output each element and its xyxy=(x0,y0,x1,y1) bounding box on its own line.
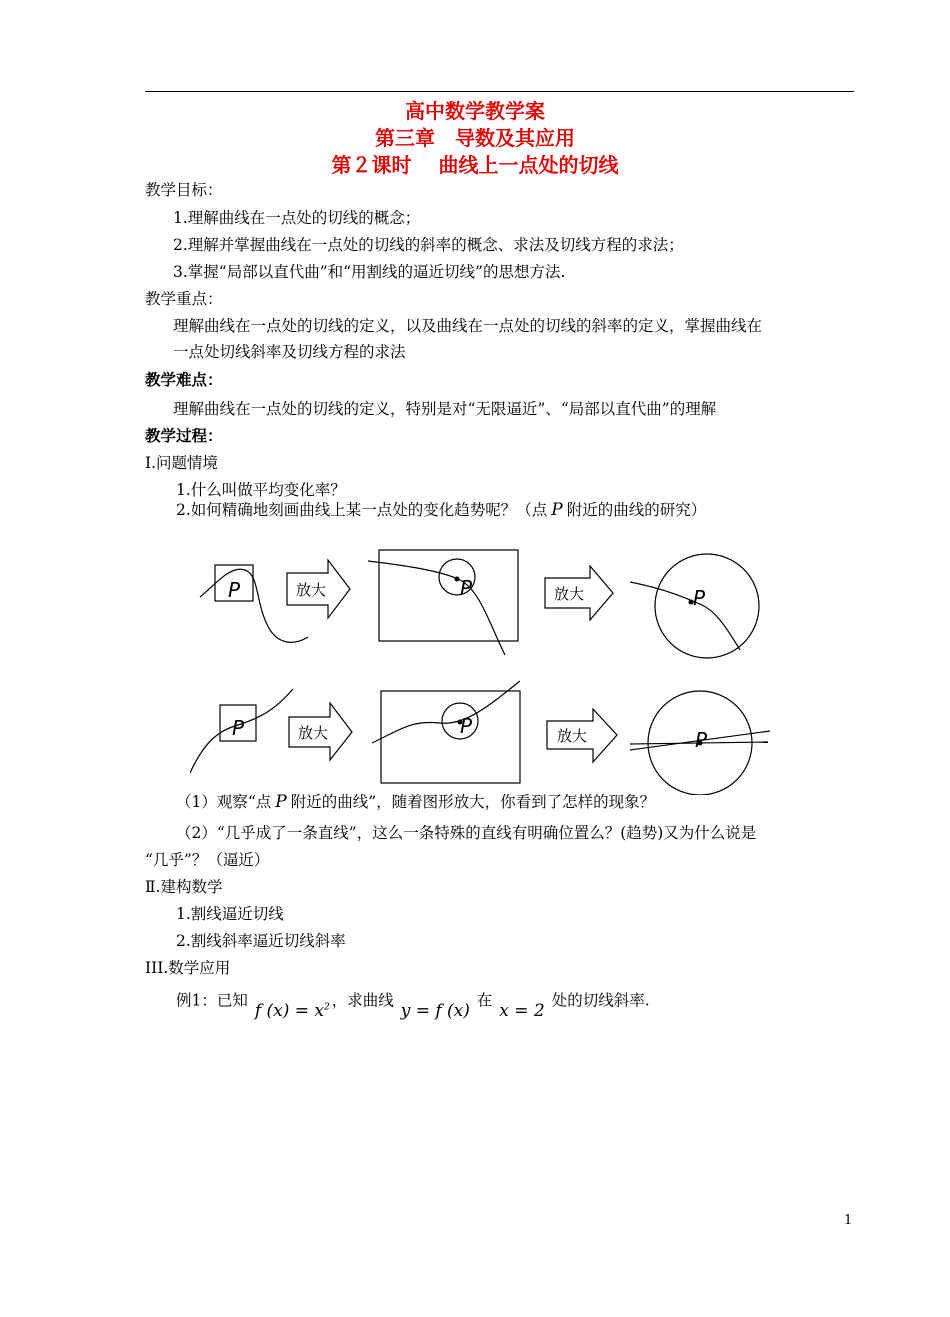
exponent: 2 xyxy=(324,1002,330,1012)
example-1 xyxy=(176,987,650,1021)
zoom-circle xyxy=(655,554,759,658)
example-text: 在 xyxy=(476,991,493,1010)
objectives-label: 教学目标： xyxy=(145,181,223,199)
point-dot xyxy=(455,577,460,582)
question-text: 附近的曲线的研究） xyxy=(566,501,707,519)
construct-item: 2.割线斜率逼近切线斜率 xyxy=(176,932,346,950)
objective-item: 1.理解曲线在一点处的切线的概念； xyxy=(173,209,421,227)
observation-text: 附近的曲线”，随着图形放大，你看到了怎样的现象？ xyxy=(290,793,656,811)
difficulties-label: 教学难点： xyxy=(145,370,223,389)
variable-p: P xyxy=(551,500,563,520)
enlarge-label: 放大 xyxy=(296,581,327,599)
example-text: 例1：已知 xyxy=(176,991,248,1010)
section-heading: Ⅰ.问题情境 xyxy=(145,454,219,472)
observation-text: （1）观察“点 xyxy=(176,793,272,811)
magnification-figure xyxy=(190,545,790,795)
enlarge-label: 放大 xyxy=(554,585,585,603)
point-label: P xyxy=(693,586,706,610)
enlarge-label: 放大 xyxy=(557,727,588,745)
point-label: P xyxy=(228,578,241,602)
point-label: P xyxy=(460,714,473,738)
key-points-text: 一点处切线斜率及切线方程的求法 xyxy=(173,343,406,361)
difficulties-text: 理解曲线在一点处的切线的定义，特别是对“无限逼近”、“局部以直代曲”的理解 xyxy=(173,400,717,418)
chapter-title: 第三章 导数及其应用 xyxy=(375,126,575,150)
section-heading: III.数学应用 xyxy=(145,959,231,977)
zoom-box xyxy=(379,550,518,641)
doc-title: 高中数学教学案 xyxy=(405,99,545,123)
page-number: 1 xyxy=(844,1213,853,1228)
lesson-title: 第２课时 曲线上一点处的切线 xyxy=(331,153,619,177)
variable-p: P xyxy=(275,792,287,812)
curve xyxy=(372,681,520,743)
example-text: ，求曲线 xyxy=(331,991,394,1010)
function-body: f (x) = x xyxy=(254,1000,324,1021)
key-points-text: 理解曲线在一点处的切线的定义，以及曲线在一点处的切线的斜率的定义，掌握曲线在 xyxy=(173,317,763,335)
observation-2-cont: “几乎”？（逼近） xyxy=(145,851,270,869)
function-expr xyxy=(255,1001,330,1021)
section-heading: Ⅱ.建构数学 xyxy=(145,878,223,896)
curve-expr: y = f (x) xyxy=(400,1000,470,1021)
header-rule xyxy=(145,91,854,92)
example-text: 处的切线斜率. xyxy=(551,991,650,1010)
construct-item: 1.割线逼近切线 xyxy=(176,905,284,923)
objective-item: 3.掌握“局部以直代曲”和“用割线的逼近切线”的思想方法. xyxy=(173,263,566,281)
point-expr: x = 2 xyxy=(499,1000,545,1021)
point-label: P xyxy=(232,716,245,740)
key-points-label: 教学重点： xyxy=(145,290,223,308)
question-item: 1.什么叫做平均变化率？ xyxy=(176,481,346,499)
question-text: 2.如何精确地刻画曲线上某一点处的变化趋势呢？（点 xyxy=(176,501,548,519)
curve xyxy=(630,582,740,650)
point-label: P xyxy=(695,728,708,752)
observation-2: （2）“几乎成了一条直线”，这么一条特殊的直线有明确位置么？(趋势)又为什么说是 xyxy=(176,824,757,842)
objective-item: 2.理解并掌握曲线在一点处的切线的斜率的概念、求法及切线方程的求法； xyxy=(173,236,684,254)
process-label: 教学过程： xyxy=(145,426,223,445)
question-item xyxy=(176,500,706,520)
enlarge-label: 放大 xyxy=(298,724,329,742)
point-label: P xyxy=(460,576,473,600)
observation-1 xyxy=(176,792,655,812)
zoom-box xyxy=(381,691,520,783)
